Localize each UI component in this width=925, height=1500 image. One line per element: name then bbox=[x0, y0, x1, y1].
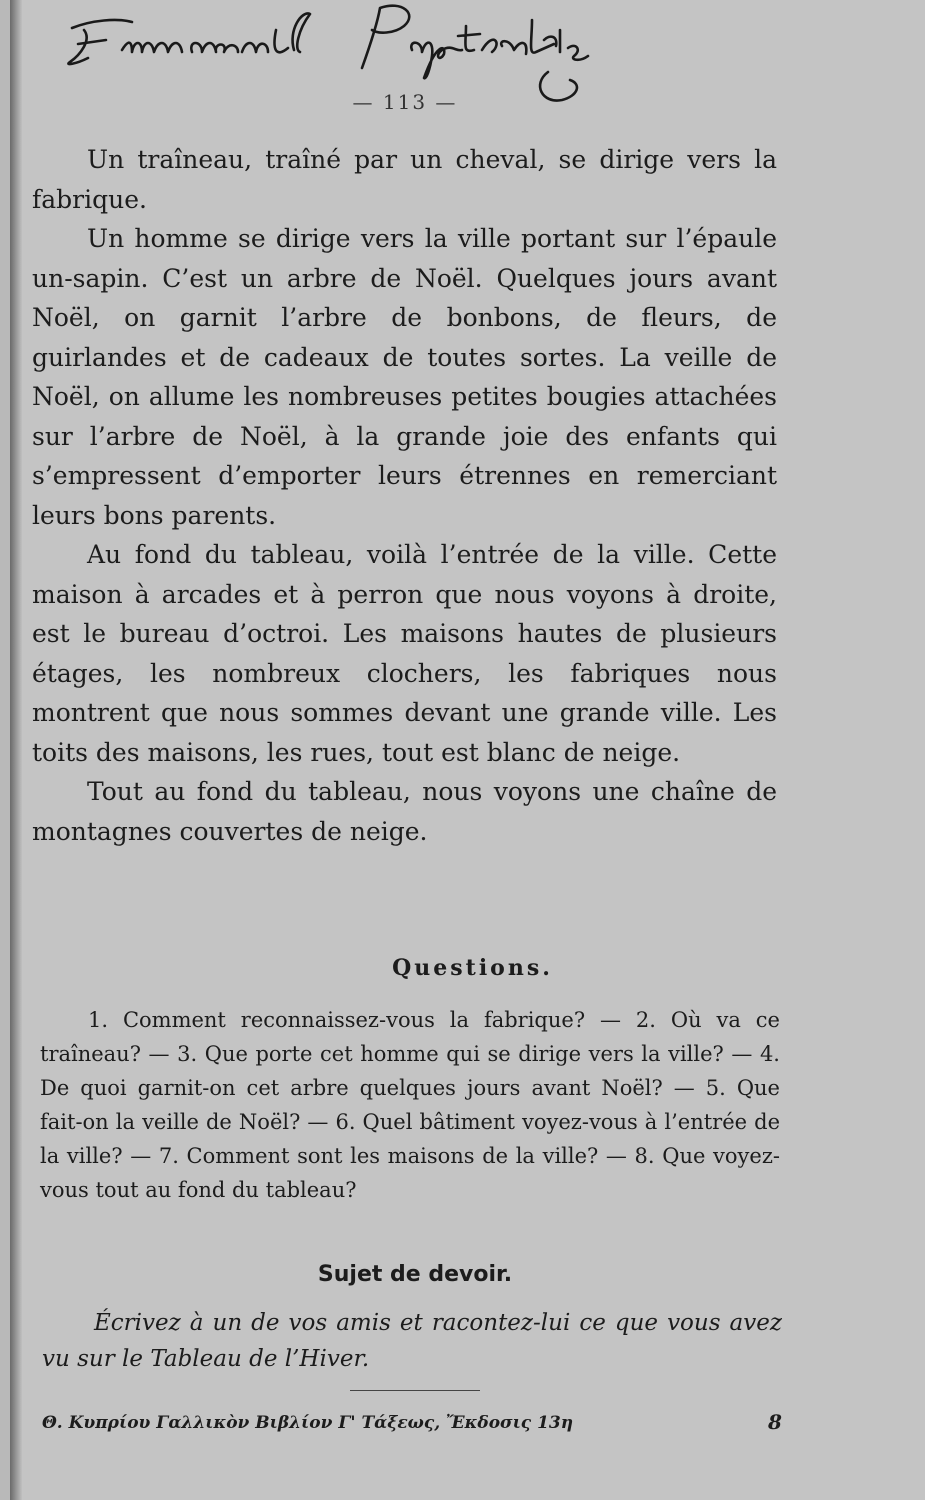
footer-imprint: Θ. Κυπρίου Γαλλικὸν Βιβλίον Γ' Τάξεως, Ἔκδοσις 13η bbox=[42, 1413, 574, 1433]
book-page bbox=[10, 0, 925, 1500]
questions-text: 1. Comment reconnaissez-vous la fabrique? — 2. Où va ce traîneau? — 3. Que porte cet homme qui se dirige vers la ville? — 4. De quoi garnit-on cet arbre quelques jours avant Noël? — 5. Que fait-on la veille de Noël? — 6. Quel bâtiment voyez-vous à l’entrée de la ville? — 7. Comment sont les maisons de la ville? — 8. Que voyez-vous tout au fond du tableau? bbox=[40, 1008, 780, 1202]
paragraph: Tout au fond du tableau, nous voyons une chaîne de montagnes couvertes de neige. bbox=[32, 777, 777, 846]
devoir-text: Écrivez à un de vos amis et racontez-lui ce que vous avez vu sur le Tableau de l’Hiver. bbox=[42, 1310, 782, 1372]
sheet-number: 8 bbox=[768, 1410, 782, 1434]
devoir-heading: Sujet de devoir. bbox=[317, 1262, 513, 1287]
page-number: — 113 — bbox=[352, 90, 458, 114]
paragraph: Un traîneau, traîné par un cheval, se dirige vers la fabrique. bbox=[32, 145, 777, 214]
main-text bbox=[32, 140, 777, 851]
paragraph: Au fond du tableau, voilà l’entrée de la ville. Cette maison à arcades et à perron que nous voyons à droite, est le bureau d’octroi. Les maisons hautes de plusieurs étages, les nombreux clochers, les fabriques nous montrent que nous sommes devant une grande ville. Les toits des maisons, les rues, tout est blanc de neige. bbox=[32, 540, 777, 767]
paragraph: Un homme se dirige vers la ville portant sur l’épaule un-sapin. C’est un arbre de Noël. Quelques jours avant Noël, on garnit l’arbre de bonbons, de fleurs, de guirlandes et de cadeaux de toutes sortes. La veille de Noël, on allume les nombreuses petites bougies attachées sur l’arbre de Noël, à la grande joie des enfants qui s’empressent d’emporter leurs étrennes en remerciant leurs bons parents. bbox=[32, 224, 777, 530]
separator-rule bbox=[350, 1390, 480, 1391]
questions-heading: Questions. bbox=[392, 955, 553, 981]
